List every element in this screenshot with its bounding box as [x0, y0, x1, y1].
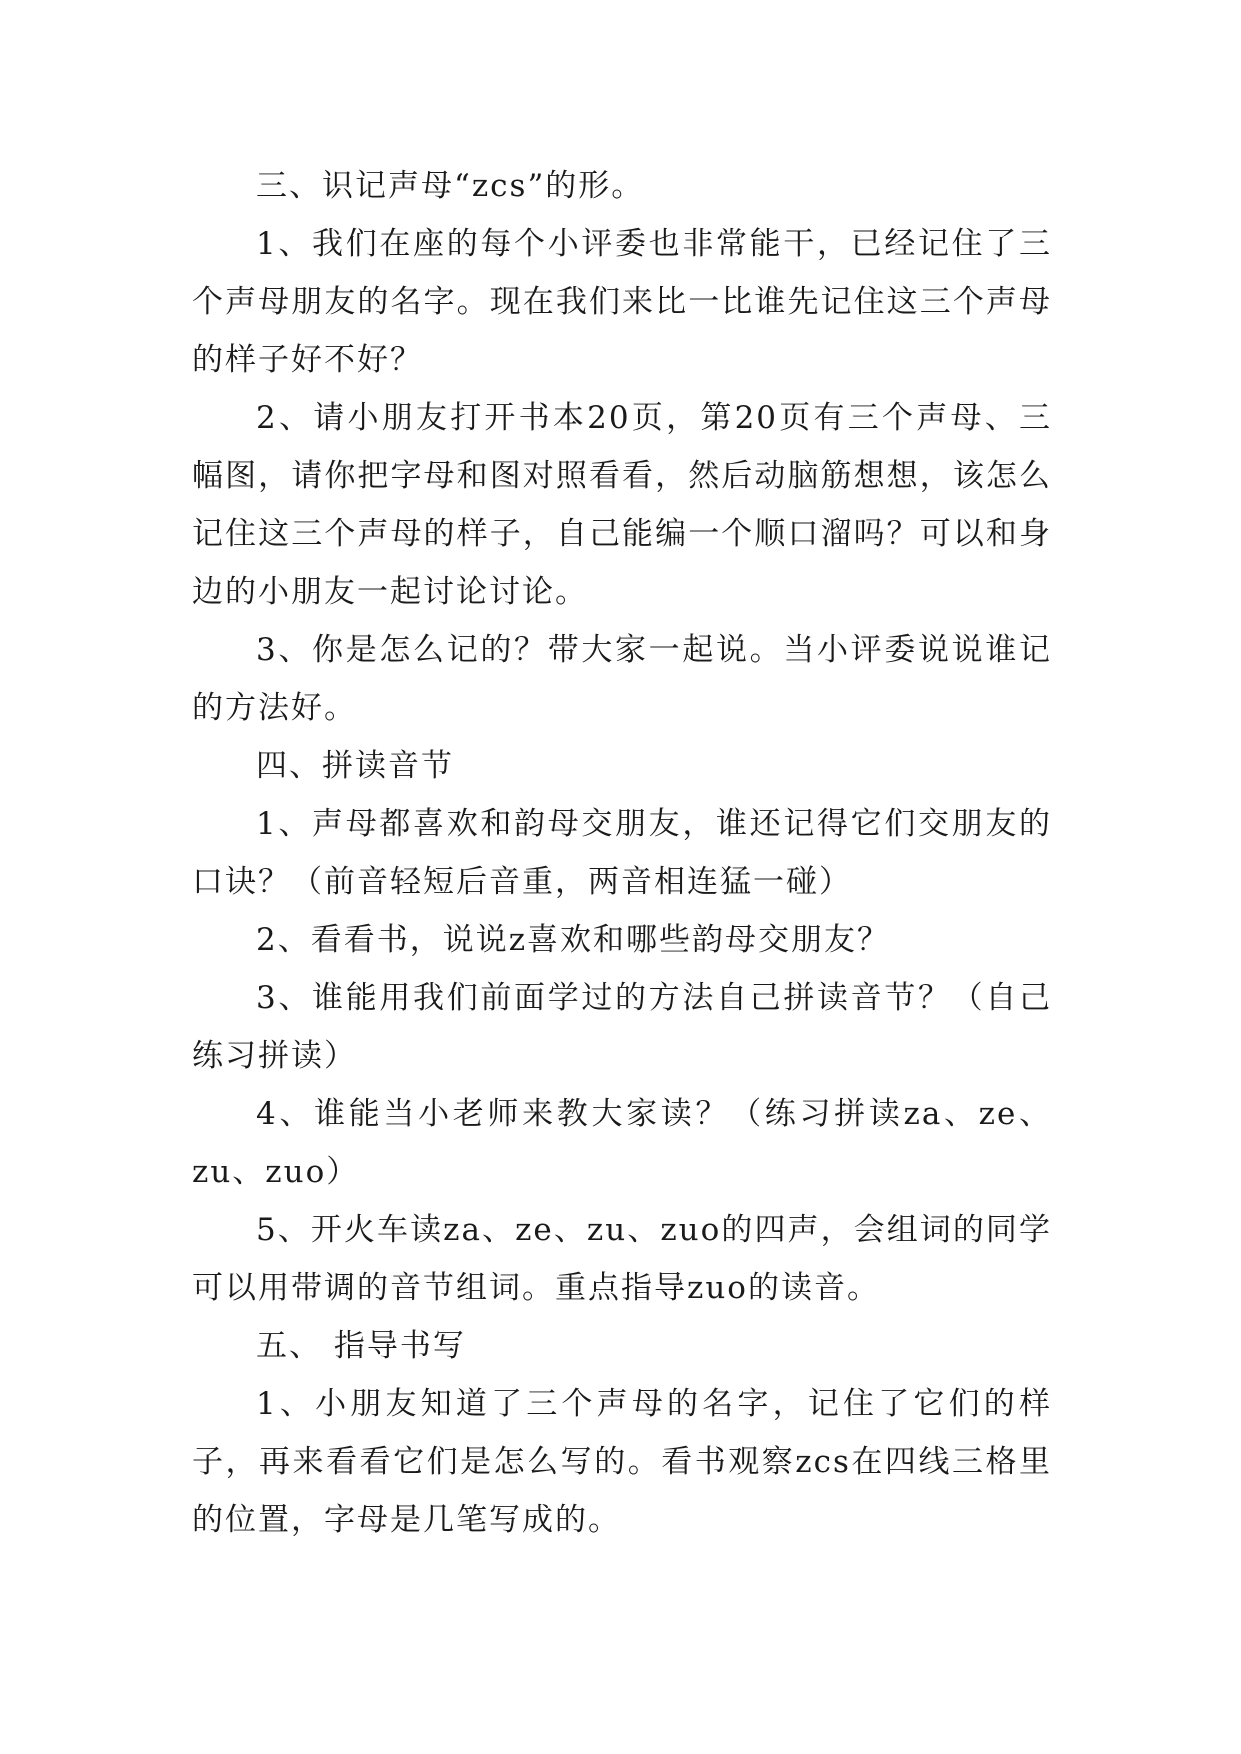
paragraph: 3、你是怎么记的？带大家一起说。当小评委说说谁记的方法好。 — [192, 632, 1052, 726]
section-heading-4: 四、拼读音节 — [256, 748, 454, 784]
paragraph: 5、开火车读za、ze、zu、zuo的四声，会组词的同学可以用带调的音节组词。重点指导zuo的读音。 — [192, 1212, 1052, 1306]
section-heading-5: 五、 指导书写 — [256, 1328, 466, 1364]
paragraph: 1、声母都喜欢和韵母交朋友，谁还记得它们交朋友的口诀？（前音轻短后音重，两音相连猛一碰） — [192, 806, 1052, 900]
section-heading-3: 三、识记声母“zcs”的形。 — [256, 168, 645, 204]
paragraph: 3、谁能用我们前面学过的方法自己拼读音节？（自己练习拼读） — [192, 980, 1052, 1074]
document-body — [192, 157, 1052, 1549]
paragraph: 1、我们在座的每个小评委也非常能干，已经记住了三个声母朋友的名字。现在我们来比一比谁先记住这三个声母的样子好不好？ — [192, 226, 1052, 378]
paragraph: 2、看看书，说说z喜欢和哪些韵母交朋友？ — [256, 922, 891, 958]
paragraph: 1、小朋友知道了三个声母的名字，记住了它们的样子，再来看看它们是怎么写的。看书观察zcs在四线三格里的位置，字母是几笔写成的。 — [192, 1386, 1052, 1538]
paragraph: 4、谁能当小老师来教大家读？（练习拼读za、ze、zu、zuo） — [192, 1096, 1052, 1190]
paragraph: 2、请小朋友打开书本20页，第20页有三个声母、三幅图，请你把字母和图对照看看，然后动脑筋想想，该怎么记住这三个声母的样子，自己能编一个顺口溜吗？可以和身边的小朋友一起讨论讨论。 — [192, 400, 1052, 610]
